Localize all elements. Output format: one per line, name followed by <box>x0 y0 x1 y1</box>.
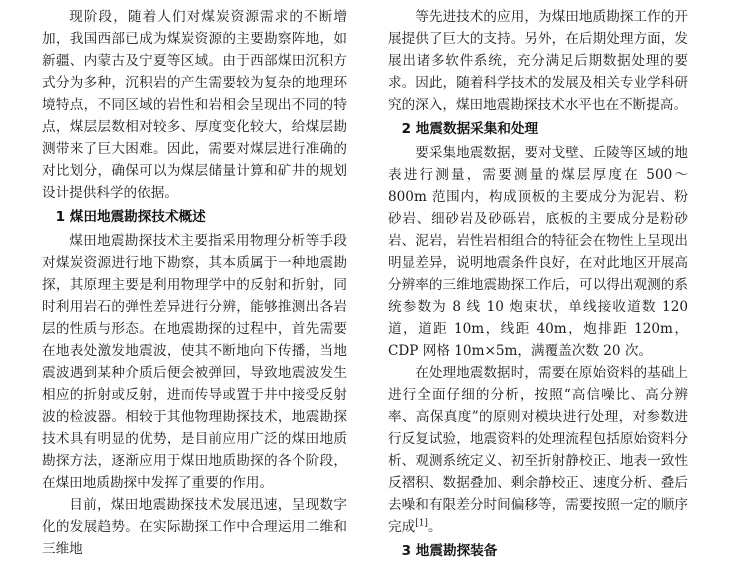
overview-paragraph: 煤田地震勘探技术主要指采用物理分析等手段对煤炭资源进行地下勘察，其本质属于一种地震勘探，其原理主要是利用物理学中的反射和折射，同时利用岩石的弹性差异进行分辨，能够推测出各岩层的性质与形态。在地震勘探的过程中，首先需要在地表处激发地震波，使其不断地向下传播，当地震波遇到某种介质后便会被弹回，导致地震波发生相应的折射或反射，进而传导或置于井中接受反射波的检波器。相较于其他物理勘探技术，地震勘探技术具有明显的优势，是目前应用广泛的煤田地质勘探方法，逐渐应用于煤田地质勘探的各个阶段，在煤田地质勘探中发挥了重要的作用。 <box>42 233 347 491</box>
data-processing-paragraph <box>388 362 688 538</box>
data-collection-paragraph: 要采集地震数据，要对戈壁、丘陵等区域的地表进行测量，需要测量的煤层厚度在 500～800m 范围内，构成顶板的主要成分为泥岩、粉砂岩、细砂岩及砂砾岩，底板的主要成分是粉砂岩、泥岩，岩性岩相组合的特征会在物性上呈现出明显差异，说明地震条件良好，在对此地区开展高分辨率的三维地震勘探工作后，可以得出观测的系统参数为 8 线 10 炮束状，单线接收道数 120 道，道距 10m，线距 40m，炮排距 120m，CDP 网格 10m×5m，满覆盖次数 20 次。 <box>388 145 688 359</box>
current-status-paragraph: 目前，煤田地震勘探技术发展迅速，呈现数字化的发展趋势。在实际勘探工作中合理运用二维和三维地 <box>42 497 347 557</box>
citation-ref[interactable]: [1] <box>415 518 428 529</box>
section-heading-2: 2 地震数据采集和处理 <box>401 121 539 137</box>
section-heading-1: 1 煤田地震勘探技术概述 <box>55 209 206 225</box>
right-column <box>388 6 688 564</box>
intro-paragraph: 现阶段，随着人们对煤炭资源需求的不断增加，我国西部已成为煤炭资源的主要勘察阵地，如新疆、内蒙古及宁夏等区域。由于西部煤田沉积方式分为多种，沉积岩的产生需要较为复杂的地理环境特点，不同区域的岩性和岩相会呈现出不同的特点，煤层层数相对较多、厚度变化较大，给煤层勘测带来了巨大困难。因此，需要对煤层进行准确的对比划分，确保可以为煤层储量计算和矿井的规划设计提供科学的依据。 <box>42 9 347 201</box>
data-processing-end: 。 <box>427 519 442 535</box>
continuation-paragraph: 等先进技术的应用，为煤田地质勘探工作的开展提供了巨大的支持。另外，在后期处理方面，发展出诸多软件系统，充分满足后期数据处理的要求。因此，随着科学技术的发展及相关专业学科研究的深入，煤田地震勘探技术水平也在不断提高。 <box>388 9 688 113</box>
section-heading-3: 3 地震勘探装备 <box>401 543 498 559</box>
data-processing-text: 在处理地震数据时，需要在原始资料的基础上进行全面仔细的分析，按照“高信噪比、高分辨率、高保真度”的原则对模块进行处理，对参数进行反复试验，地震资料的处理流程包括原始资料分析、观测系统定义、初至折射静校正、地表一致性反褶积、数据叠加、剩余静校正、速度分析、叠后去噪和有限差分时间偏移等，需要按照一定的顺序完成 <box>388 365 688 535</box>
left-column <box>42 6 347 560</box>
